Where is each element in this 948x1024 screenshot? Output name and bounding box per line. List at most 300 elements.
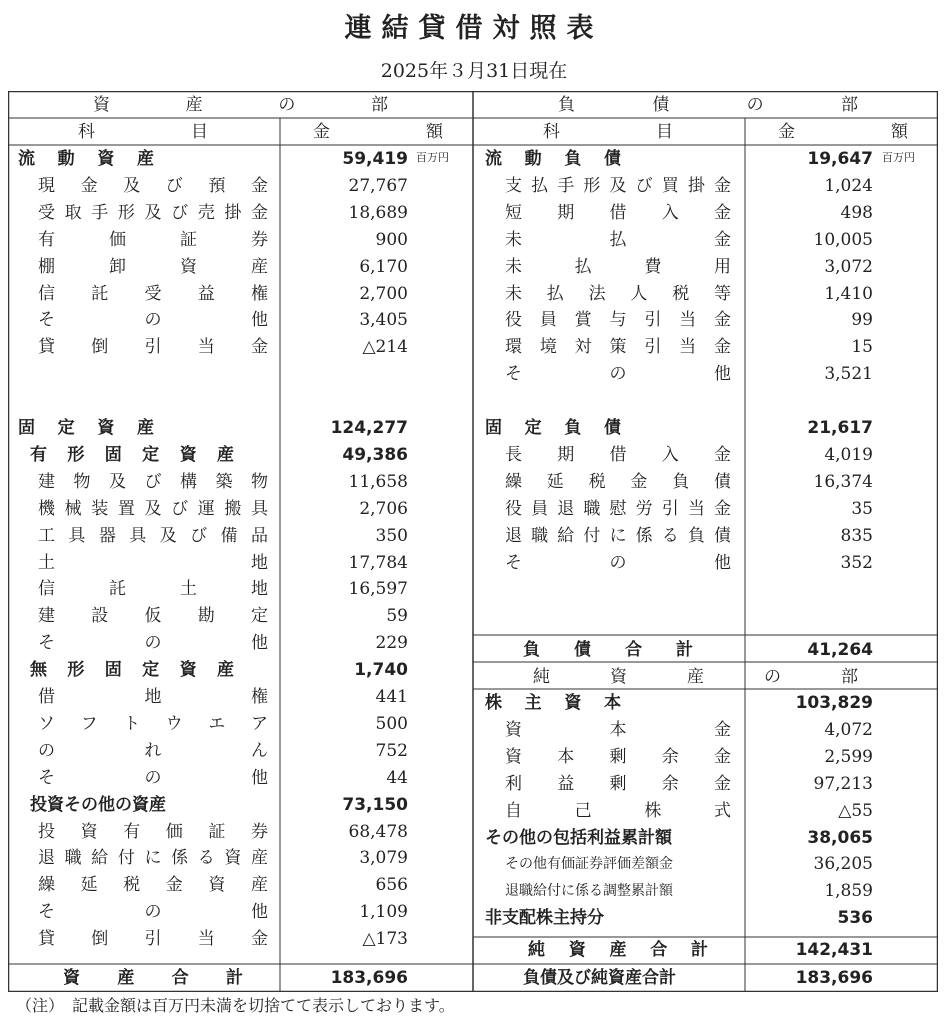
liabilities-total-char: 計 bbox=[676, 640, 693, 660]
liability-label bbox=[505, 227, 731, 253]
asset-label-char: 受 bbox=[144, 283, 162, 304]
asset-label-char: 貸 bbox=[38, 929, 55, 950]
asset-label-char: 金 bbox=[251, 202, 268, 223]
asset-label-char: 金 bbox=[251, 337, 268, 358]
asset-label-char: 資 bbox=[80, 821, 98, 842]
asset-value: 59,419 bbox=[342, 149, 408, 169]
asset-label-char: 延 bbox=[80, 875, 98, 896]
net-asset-label-char: 剰 bbox=[609, 746, 627, 767]
asset-label-char: 券 bbox=[251, 229, 268, 250]
asset-label-char: 有 bbox=[30, 444, 47, 465]
liability-label-char: 定 bbox=[524, 418, 542, 438]
liability-label-char: 引 bbox=[644, 337, 662, 358]
net-asset-label bbox=[505, 771, 731, 797]
liability-label-char: の bbox=[609, 364, 627, 385]
liability-label-char: 払 bbox=[609, 229, 627, 250]
liability-label-char: 人 bbox=[630, 283, 648, 304]
liability-label-char: 職 bbox=[531, 525, 549, 546]
liability-label bbox=[505, 281, 731, 307]
liabilities-section-header-char: 負 bbox=[558, 95, 575, 115]
assets-section-header bbox=[93, 92, 388, 118]
liability-label-char: 給 bbox=[557, 525, 575, 546]
asset-label bbox=[38, 765, 268, 791]
liability-label-char: 役 bbox=[505, 310, 522, 331]
asset-value: 18,689 bbox=[348, 202, 408, 223]
asset-label-char: 資 bbox=[97, 418, 115, 438]
asset-label-char: 備 bbox=[220, 525, 238, 546]
liability-label-char: 金 bbox=[713, 337, 731, 358]
asset-value: 73,150 bbox=[342, 794, 408, 815]
asset-value: 500 bbox=[375, 713, 408, 734]
unit-label: 百万円 bbox=[882, 151, 915, 164]
asset-label-char: 売 bbox=[197, 202, 215, 223]
liability-value: 352 bbox=[840, 552, 873, 573]
liability-value: 16,374 bbox=[813, 471, 873, 492]
asset-label bbox=[38, 899, 268, 925]
asset-label-char: 退 bbox=[38, 848, 55, 869]
asset-label-char: 金 bbox=[165, 875, 183, 896]
liability-label-char: 金 bbox=[630, 471, 648, 492]
liability-label bbox=[505, 469, 731, 495]
asset-label-char: 定 bbox=[142, 444, 160, 465]
asset-value: 16,597 bbox=[348, 579, 408, 600]
asset-label bbox=[38, 254, 268, 280]
asset-label-char: 土 bbox=[38, 552, 55, 573]
asset-label-char: 産 bbox=[250, 875, 268, 896]
liabilities-section-header-char: 部 bbox=[840, 95, 858, 115]
liability-label-char: 負 bbox=[564, 149, 582, 169]
asset-label bbox=[38, 603, 268, 629]
asset-label bbox=[38, 469, 268, 495]
liability-label-char: 延 bbox=[546, 471, 564, 492]
asset-label-char: 及 bbox=[144, 498, 162, 519]
asset-label-char: 固 bbox=[104, 660, 122, 681]
liability-label-char: 当 bbox=[679, 337, 697, 358]
liability-value: 1,024 bbox=[824, 175, 873, 196]
asset-label-char: 投 bbox=[38, 821, 55, 842]
net-asset-label-char: 己 bbox=[574, 800, 592, 821]
liability-label-char: 動 bbox=[524, 149, 542, 169]
net-asset-label: 非支配株主持分 bbox=[485, 908, 604, 929]
liability-label-char: 金 bbox=[714, 175, 731, 196]
asset-label-char: 置 bbox=[117, 498, 135, 519]
liabilities-item-header-char: 科 bbox=[543, 122, 560, 142]
asset-label-char: 地 bbox=[251, 552, 268, 573]
asset-label-char: そ bbox=[38, 633, 55, 654]
net-asset-label-char: 剰 bbox=[609, 773, 627, 794]
report-date: 2025年３月31日現在 bbox=[380, 60, 568, 82]
liability-label-char: 長 bbox=[505, 444, 522, 465]
net-asset-label-char: 資 bbox=[505, 746, 522, 767]
asset-label bbox=[38, 523, 268, 549]
net-asset-label-char: 株 bbox=[485, 693, 502, 713]
liability-label-char: 払 bbox=[574, 256, 592, 277]
net-assets-total-char: 純 bbox=[528, 940, 545, 960]
asset-label-char: 構 bbox=[180, 471, 197, 492]
asset-label-char: る bbox=[197, 848, 215, 869]
liability-label-char: 税 bbox=[672, 283, 690, 304]
asset-label bbox=[38, 496, 268, 522]
asset-label-char: 権 bbox=[251, 283, 268, 304]
liability-label-char: そ bbox=[505, 364, 522, 385]
asset-label-char: 金 bbox=[250, 175, 268, 196]
asset-value: 350 bbox=[375, 525, 408, 546]
asset-label-char: 資 bbox=[208, 875, 226, 896]
asset-label bbox=[38, 819, 268, 845]
net-asset-label bbox=[505, 744, 731, 770]
liability-label-char: 金 bbox=[714, 229, 731, 250]
asset-label-char: 物 bbox=[251, 471, 268, 492]
liability-label-char: 入 bbox=[661, 202, 679, 223]
assets-total-value: 183,696 bbox=[330, 968, 408, 988]
asset-value: 17,784 bbox=[348, 552, 408, 573]
assets-item-header bbox=[78, 119, 208, 145]
asset-label-char: 他 bbox=[251, 767, 268, 788]
asset-label bbox=[38, 684, 268, 710]
asset-label-char: 証 bbox=[208, 821, 226, 842]
liability-label-char: 期 bbox=[557, 202, 575, 223]
asset-label-char: 有 bbox=[38, 229, 55, 250]
asset-value: 11,658 bbox=[348, 471, 408, 492]
liability-label-char: 入 bbox=[661, 444, 679, 465]
asset-value: △214 bbox=[362, 337, 408, 358]
net-assets-section-header-char: 部 bbox=[841, 667, 858, 687]
assets-amount-header-char: 金 bbox=[313, 122, 330, 142]
net-asset-value: 4,072 bbox=[824, 719, 873, 740]
asset-value: 49,386 bbox=[342, 444, 408, 465]
net-asset-value: 536 bbox=[837, 908, 873, 929]
asset-label-char: 資 bbox=[179, 444, 197, 465]
net-asset-label-char: 金 bbox=[714, 746, 731, 767]
liabilities-amount-header bbox=[778, 119, 908, 145]
asset-label-char: 地 bbox=[144, 687, 162, 707]
asset-label-char: 益 bbox=[197, 283, 215, 304]
asset-label-char: 産 bbox=[251, 256, 268, 277]
asset-label-char: 借 bbox=[38, 687, 55, 707]
liability-label-char: 金 bbox=[714, 202, 731, 223]
liability-label-char: 期 bbox=[557, 444, 575, 465]
asset-label-char: 係 bbox=[171, 848, 189, 869]
assets-section-header-char: の bbox=[278, 95, 296, 115]
liabilities-section-header bbox=[558, 92, 858, 118]
asset-value: 229 bbox=[375, 633, 408, 654]
net-asset-label-char: 資 bbox=[505, 719, 522, 740]
asset-label-char: 資 bbox=[224, 848, 242, 869]
asset-label-char: 預 bbox=[208, 175, 226, 196]
asset-label bbox=[30, 792, 270, 818]
asset-label-char: 付 bbox=[117, 848, 135, 869]
asset-value: 124,277 bbox=[330, 418, 408, 438]
net-asset-label-char: 式 bbox=[713, 800, 731, 821]
asset-label-char: び bbox=[190, 525, 208, 546]
asset-label bbox=[38, 738, 268, 764]
liability-label-char: そ bbox=[505, 552, 522, 573]
asset-label-char: ア bbox=[250, 713, 268, 734]
asset-label-char: 現 bbox=[38, 175, 55, 196]
asset-label-char: 他 bbox=[251, 633, 268, 654]
liability-label-char: 未 bbox=[505, 256, 522, 277]
liability-label-char: 環 bbox=[505, 337, 522, 358]
liabilities-item-header-char: 目 bbox=[656, 122, 673, 142]
asset-label-char: び bbox=[171, 498, 189, 519]
net-assets-section-header bbox=[533, 664, 858, 690]
asset-label-char: 築 bbox=[215, 471, 233, 492]
asset-label bbox=[38, 711, 268, 737]
asset-label-char: 取 bbox=[64, 202, 82, 223]
asset-label bbox=[38, 173, 268, 199]
net-asset-value: 97,213 bbox=[813, 773, 873, 794]
asset-label-char: 具 bbox=[68, 525, 86, 546]
asset-value: 68,478 bbox=[348, 821, 408, 842]
liability-label-char: 掛 bbox=[687, 175, 705, 196]
asset-label-char: 倒 bbox=[91, 929, 109, 950]
liability-label-char: 払 bbox=[546, 283, 564, 304]
asset-label-char: 建 bbox=[38, 606, 55, 627]
net-assets-section-header-char: 産 bbox=[687, 667, 704, 687]
asset-label-char: 金 bbox=[251, 929, 268, 950]
asset-label-char: 託 bbox=[109, 579, 126, 600]
asset-label bbox=[38, 227, 268, 253]
asset-label-char: 手 bbox=[91, 202, 109, 223]
asset-label-char: れ bbox=[144, 740, 162, 761]
asset-value: 3,079 bbox=[359, 848, 408, 869]
asset-label-char: ウ bbox=[165, 713, 183, 734]
asset-value: 441 bbox=[375, 687, 408, 707]
page-title: 連結貸借対照表 bbox=[344, 13, 604, 44]
asset-label-char: 地 bbox=[251, 579, 268, 600]
asset-value: 752 bbox=[375, 740, 408, 761]
asset-label-char: 他 bbox=[251, 310, 268, 331]
assets-total-char: 産 bbox=[117, 968, 135, 988]
asset-label-char: 工 bbox=[38, 525, 55, 546]
liability-label-char: 他 bbox=[714, 364, 731, 385]
net-assets-total-char: 合 bbox=[650, 940, 668, 960]
asset-label-char: 引 bbox=[144, 337, 162, 358]
liability-label-char: 未 bbox=[505, 229, 522, 250]
liability-label bbox=[505, 550, 731, 576]
assets-section-header-char: 産 bbox=[185, 95, 203, 115]
net-asset-label-char: 金 bbox=[714, 719, 731, 740]
asset-label-char: 器 bbox=[98, 525, 116, 546]
net-asset-value: 1,859 bbox=[824, 881, 873, 902]
asset-label-char: 証 bbox=[180, 229, 197, 250]
liability-label bbox=[485, 146, 621, 172]
asset-label-char: 形 bbox=[67, 444, 85, 465]
asset-label bbox=[38, 550, 268, 576]
liabilities-total-label bbox=[523, 637, 693, 663]
asset-label-char: 信 bbox=[38, 283, 55, 304]
net-asset-label bbox=[505, 798, 731, 824]
asset-label-char: 固 bbox=[18, 418, 35, 438]
asset-label-char: エ bbox=[208, 713, 226, 734]
liability-value: 498 bbox=[840, 202, 873, 223]
liability-label-char: 固 bbox=[485, 418, 502, 438]
asset-value: 2,706 bbox=[359, 498, 408, 519]
net-asset-label-char: 余 bbox=[661, 773, 679, 794]
assets-amount-header-char: 額 bbox=[426, 122, 443, 142]
liability-label-char: 引 bbox=[661, 498, 679, 519]
liability-label bbox=[485, 415, 621, 441]
liability-label-char: 負 bbox=[564, 418, 582, 438]
asset-label bbox=[38, 926, 268, 952]
net-asset-label: その他有価証券評価差額金 bbox=[505, 856, 673, 873]
asset-label-char: 定 bbox=[142, 660, 160, 681]
liab-net-total-label: 負債及び純資産合計 bbox=[523, 968, 676, 988]
asset-label-char: 勘 bbox=[197, 606, 215, 627]
asset-label-char: 定 bbox=[251, 606, 268, 627]
liability-label-char: 税 bbox=[588, 471, 606, 492]
asset-value: 6,170 bbox=[359, 256, 408, 277]
asset-label-char: 動 bbox=[57, 149, 75, 169]
liability-label-char: 当 bbox=[679, 310, 697, 331]
asset-label-char: 職 bbox=[64, 848, 82, 869]
liability-label-char: る bbox=[661, 525, 679, 546]
net-asset-value: 36,205 bbox=[813, 854, 873, 875]
net-asset-value: 103,829 bbox=[795, 693, 873, 713]
asset-label-char: 搬 bbox=[224, 498, 242, 519]
assets-total-char: 資 bbox=[63, 968, 80, 988]
asset-label-char: 無 bbox=[30, 660, 47, 681]
liability-label-char: 賞 bbox=[574, 310, 592, 331]
liability-value: 835 bbox=[840, 525, 873, 546]
asset-label-char: 産 bbox=[136, 149, 154, 169]
asset-label-char: ソ bbox=[38, 713, 55, 734]
assets-amount-header bbox=[313, 119, 443, 145]
liability-label-char: 与 bbox=[609, 310, 627, 331]
liability-label-char: 負 bbox=[687, 525, 705, 546]
net-assets-section-header-char: の bbox=[764, 667, 781, 687]
asset-label-char: 設 bbox=[91, 606, 109, 627]
asset-label-text: 投資その他の資産 bbox=[30, 794, 166, 815]
liability-value: 35 bbox=[851, 498, 873, 519]
liability-label-char: 慰 bbox=[609, 498, 627, 519]
net-asset-value: △55 bbox=[838, 800, 873, 821]
liability-label-char: 策 bbox=[609, 337, 627, 358]
asset-label-char: 具 bbox=[251, 498, 268, 519]
asset-label bbox=[38, 200, 268, 226]
asset-label bbox=[38, 845, 268, 871]
liability-label-char: 境 bbox=[539, 337, 557, 358]
net-asset-label-char: 本 bbox=[603, 693, 621, 713]
asset-label-char: 仮 bbox=[144, 606, 162, 627]
net-asset-value: 38,065 bbox=[807, 827, 873, 848]
asset-value: 656 bbox=[375, 875, 408, 896]
asset-label bbox=[38, 334, 268, 360]
liability-label-char: 払 bbox=[531, 175, 549, 196]
liability-label-char: 手 bbox=[557, 175, 575, 196]
assets-item-header-char: 科 bbox=[78, 122, 95, 142]
net-assets-section-header-char: 純 bbox=[533, 667, 550, 687]
asset-label-char: 土 bbox=[180, 579, 197, 600]
net-assets-total-char: 資 bbox=[568, 940, 586, 960]
assets-total-char: 合 bbox=[171, 968, 189, 988]
asset-label-char: 装 bbox=[91, 498, 109, 519]
asset-label-char: 定 bbox=[57, 418, 75, 438]
net-assets-total-char: 産 bbox=[609, 940, 627, 960]
asset-label-char: 信 bbox=[38, 579, 55, 600]
net-asset-label-char: 金 bbox=[714, 773, 731, 794]
liability-label-char: 労 bbox=[635, 498, 653, 519]
asset-label-char: び bbox=[165, 175, 183, 196]
asset-value: △173 bbox=[362, 929, 408, 950]
liability-label-char: に bbox=[609, 525, 627, 546]
liability-value: 1,410 bbox=[824, 283, 873, 304]
asset-label-char: の bbox=[144, 767, 162, 788]
liability-value: 19,647 bbox=[807, 149, 873, 169]
asset-label-char: 券 bbox=[250, 821, 268, 842]
liability-label-char: 繰 bbox=[505, 471, 522, 492]
liabilities-item-header bbox=[543, 119, 673, 145]
liability-label-char: 短 bbox=[505, 202, 522, 223]
asset-label-char: 他 bbox=[251, 902, 268, 923]
asset-label bbox=[18, 415, 154, 441]
asset-value: 1,109 bbox=[359, 902, 408, 923]
liability-label-char: 金 bbox=[714, 444, 731, 465]
asset-label-char: 具 bbox=[129, 525, 147, 546]
asset-label-char: び bbox=[144, 471, 162, 492]
asset-label-char: 当 bbox=[197, 929, 215, 950]
asset-label bbox=[38, 281, 268, 307]
liability-label-char: 借 bbox=[609, 444, 627, 465]
asset-label-char: 産 bbox=[216, 444, 234, 465]
liability-label-char: 用 bbox=[713, 256, 731, 277]
asset-label-char: フ bbox=[80, 713, 98, 734]
asset-label bbox=[18, 146, 154, 172]
liability-label-char: 退 bbox=[557, 498, 575, 519]
liability-label bbox=[505, 173, 731, 199]
asset-label-char: 給 bbox=[91, 848, 109, 869]
asset-label-char: 卸 bbox=[109, 256, 126, 277]
liability-label-char: 借 bbox=[609, 202, 627, 223]
asset-label-char: 産 bbox=[216, 660, 234, 681]
asset-label-char: 価 bbox=[109, 229, 126, 250]
net-asset-label bbox=[505, 717, 731, 743]
asset-label-char: 受 bbox=[38, 202, 55, 223]
asset-label-char: の bbox=[144, 310, 162, 331]
asset-label-char: 倒 bbox=[91, 337, 109, 358]
liability-label-char: 金 bbox=[713, 310, 731, 331]
liability-label-char: 退 bbox=[505, 525, 522, 546]
liability-label-char: 員 bbox=[539, 310, 557, 331]
asset-label-char: そ bbox=[38, 902, 55, 923]
asset-label-char: 託 bbox=[91, 283, 109, 304]
asset-label bbox=[30, 657, 234, 683]
liability-label-char: 債 bbox=[603, 149, 621, 169]
liability-label bbox=[505, 307, 731, 333]
asset-label-char: 資 bbox=[179, 660, 197, 681]
liability-label-char: 費 bbox=[644, 256, 662, 277]
liability-label-char: 金 bbox=[714, 498, 731, 519]
unit-label: 百万円 bbox=[416, 151, 449, 164]
net-asset-label bbox=[485, 690, 621, 716]
footnote: （注） 記載金額は百万円未満を切捨てて表示しております。 bbox=[16, 996, 455, 1015]
net-asset-label-char: 主 bbox=[524, 693, 542, 713]
liab-net-total-value: 183,696 bbox=[795, 968, 873, 988]
asset-label-char: 物 bbox=[73, 471, 91, 492]
liability-value: 99 bbox=[851, 310, 873, 331]
liabilities-amount-header-char: 額 bbox=[891, 122, 908, 142]
asset-label-char: 機 bbox=[38, 498, 55, 519]
asset-label-char: 資 bbox=[97, 149, 115, 169]
asset-label-char: 運 bbox=[197, 498, 215, 519]
asset-label-char: そ bbox=[38, 310, 55, 331]
asset-label-char: 及 bbox=[159, 525, 177, 546]
liability-label bbox=[505, 442, 731, 468]
liability-label bbox=[505, 523, 731, 549]
asset-value: 2,700 bbox=[359, 283, 408, 304]
asset-value: 3,405 bbox=[359, 310, 408, 331]
asset-value: 27,767 bbox=[348, 175, 408, 196]
